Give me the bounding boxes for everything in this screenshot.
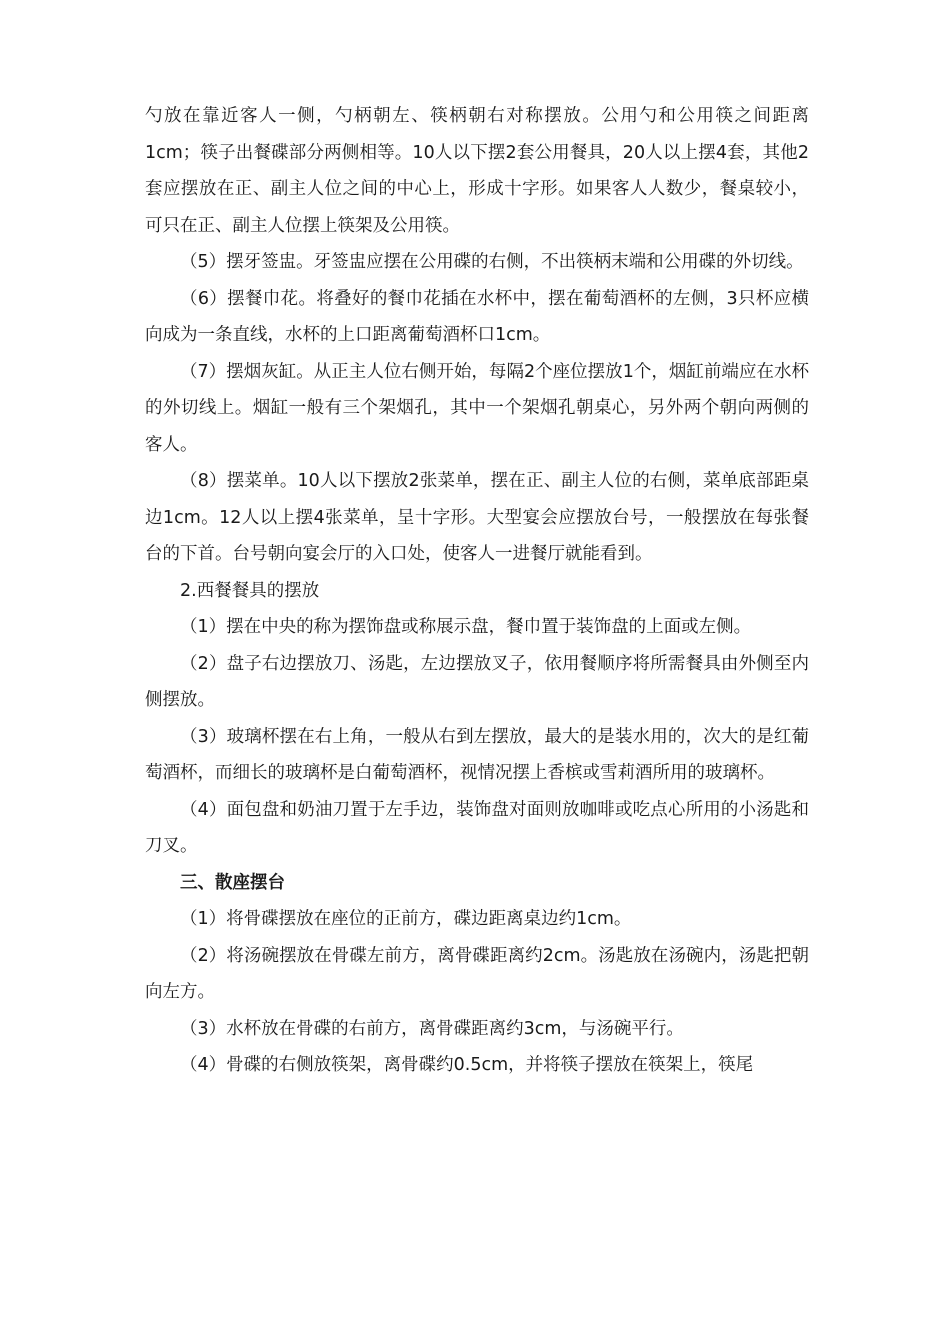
- paragraph-western-1: （1）摆在中央的称为摆饰盘或称展示盘，餐巾置于装饰盘的上面或左侧。: [180, 617, 752, 637]
- subheading-western-tableware: 2.西餐餐具的摆放: [180, 580, 320, 601]
- paragraph-continuation: 勺放在靠近客人一侧，勺柄朝左、筷柄朝右对称摆放。公用勺和公用筷之间距离1cm；筷子出餐碟部分两侧相等。10人以下摆2套公用餐具，20人以上摆4套，其他2套应摆放在正、副主人位之间的中心上，形成十字形。如果客人人数少，餐桌较小，可只在正、副主人位摆上筷架及公用筷。: [145, 106, 809, 236]
- paragraph-ashtray: （7）摆烟灰缸。从正主人位右侧开始，每隔2个座位摆放1个，烟缸前端应在水杯的外切线上。烟缸一般有三个架烟孔，其中一个架烟孔朝桌心，另外两个朝向两侧的客人。: [145, 361, 809, 455]
- document-body: [145, 98, 809, 1084]
- paragraph-western-4: （4）面包盘和奶油刀置于左手边，装饰盘对面则放咖啡或吃点心所用的小汤匙和刀叉。: [145, 799, 809, 856]
- paragraph-western-2: （2）盘子右边摆放刀、汤匙，左边摆放叉子，依用餐顺序将所需餐具由外侧至内侧摆放。: [145, 653, 809, 710]
- paragraph-casual-1: （1）将骨碟摆放在座位的正前方，碟边距离桌边约1cm。: [180, 909, 632, 929]
- paragraph-casual-2: （2）将汤碗摆放在骨碟左前方，离骨碟距离约2cm。汤匙放在汤碗内，汤匙把朝向左方。: [145, 945, 809, 1002]
- paragraph-casual-3: （3）水杯放在骨碟的右前方，离骨碟距离约3cm，与汤碗平行。: [180, 1018, 684, 1039]
- paragraph-casual-4: （4）骨碟的右侧放筷架，离骨碟约0.5cm，并将筷子摆放在筷架上，筷尾: [180, 1055, 754, 1075]
- paragraph-toothpick-holder: （5）摆牙签盅。牙签盅应摆在公用碟的右侧，不出筷柄末端和公用碟的外切线。: [180, 252, 804, 272]
- section-heading-casual-seating: 三、散座摆台: [180, 872, 285, 893]
- paragraph-menu: （8）摆菜单。10人以下摆放2张菜单，摆在正、副主人位的右侧，菜单底部距桌边1cm。12人以上摆4张菜单，呈十字形。大型宴会应摆放台号，一般摆放在每张餐台的下首。台号朝向宴会厅的入口处，使客人一进餐厅就能看到。: [145, 471, 809, 564]
- paragraph-napkin-fold: （6）摆餐巾花。将叠好的餐巾花插在水杯中，摆在葡萄酒杯的左侧，3只杯应横向成为一条直线，水杯的上口距离葡萄酒杯口1cm。: [145, 288, 809, 345]
- paragraph-western-3: （3）玻璃杯摆在右上角，一般从右到左摆放，最大的是装水用的，次大的是红葡萄酒杯，而细长的玻璃杯是白葡萄酒杯，视情况摆上香槟或雪莉酒所用的玻璃杯。: [145, 726, 809, 783]
